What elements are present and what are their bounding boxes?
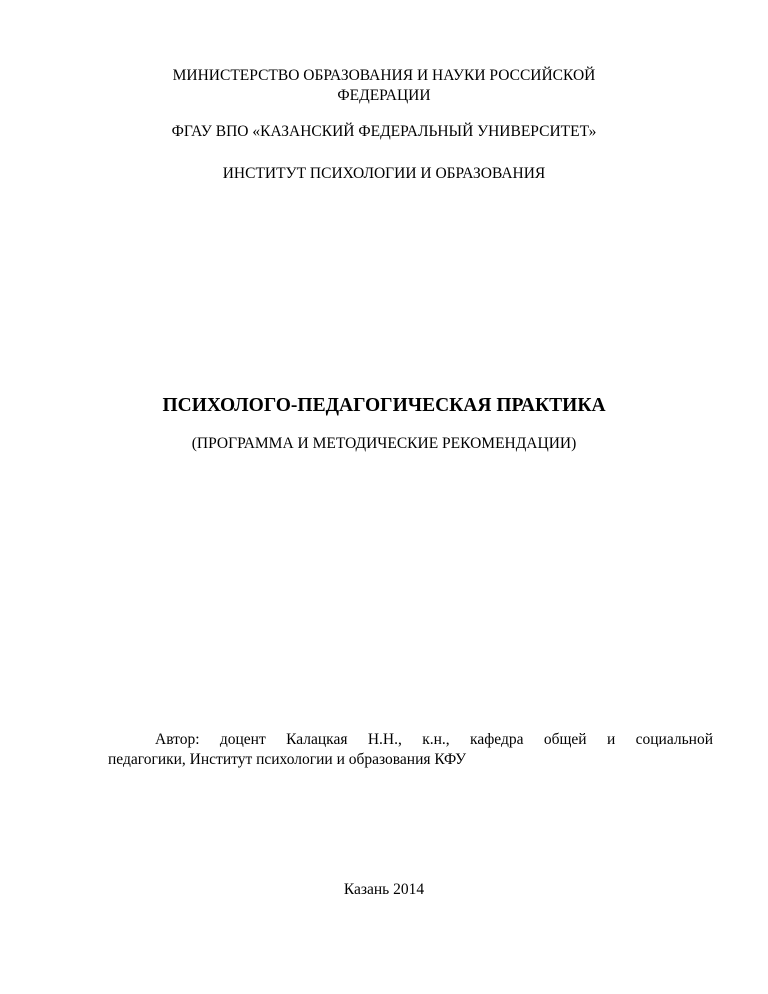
- university-name: ФГАУ ВПО «КАЗАНСКИЙ ФЕДЕРАЛЬНЫЙ УНИВЕРСИТЕТ»: [171, 123, 597, 140]
- institute-name: ИНСТИТУТ ПСИХОЛОГИИ И ОБРАЗОВАНИЯ: [222, 165, 546, 182]
- author-line-2: педагогики, Институт психологии и образования КФУ: [108, 751, 467, 768]
- document-title: ПСИХОЛОГО-ПЕДАГОГИЧЕСКАЯ ПРАКТИКА: [162, 395, 606, 416]
- city-year: Казань 2014: [343, 881, 425, 898]
- author-line-1: Автор: доцент Калацкая Н.Н., к.н., кафедра общей и социальной: [155, 731, 713, 748]
- document-subtitle: (ПРОГРАММА И МЕТОДИЧЕСКИЕ РЕКОМЕНДАЦИИ): [191, 435, 577, 452]
- ministry-line-1: МИНИСТЕРСТВО ОБРАЗОВАНИЯ И НАУКИ РОССИЙСКОЙ: [172, 67, 596, 84]
- ministry-line-2: ФЕДЕРАЦИИ: [337, 87, 431, 104]
